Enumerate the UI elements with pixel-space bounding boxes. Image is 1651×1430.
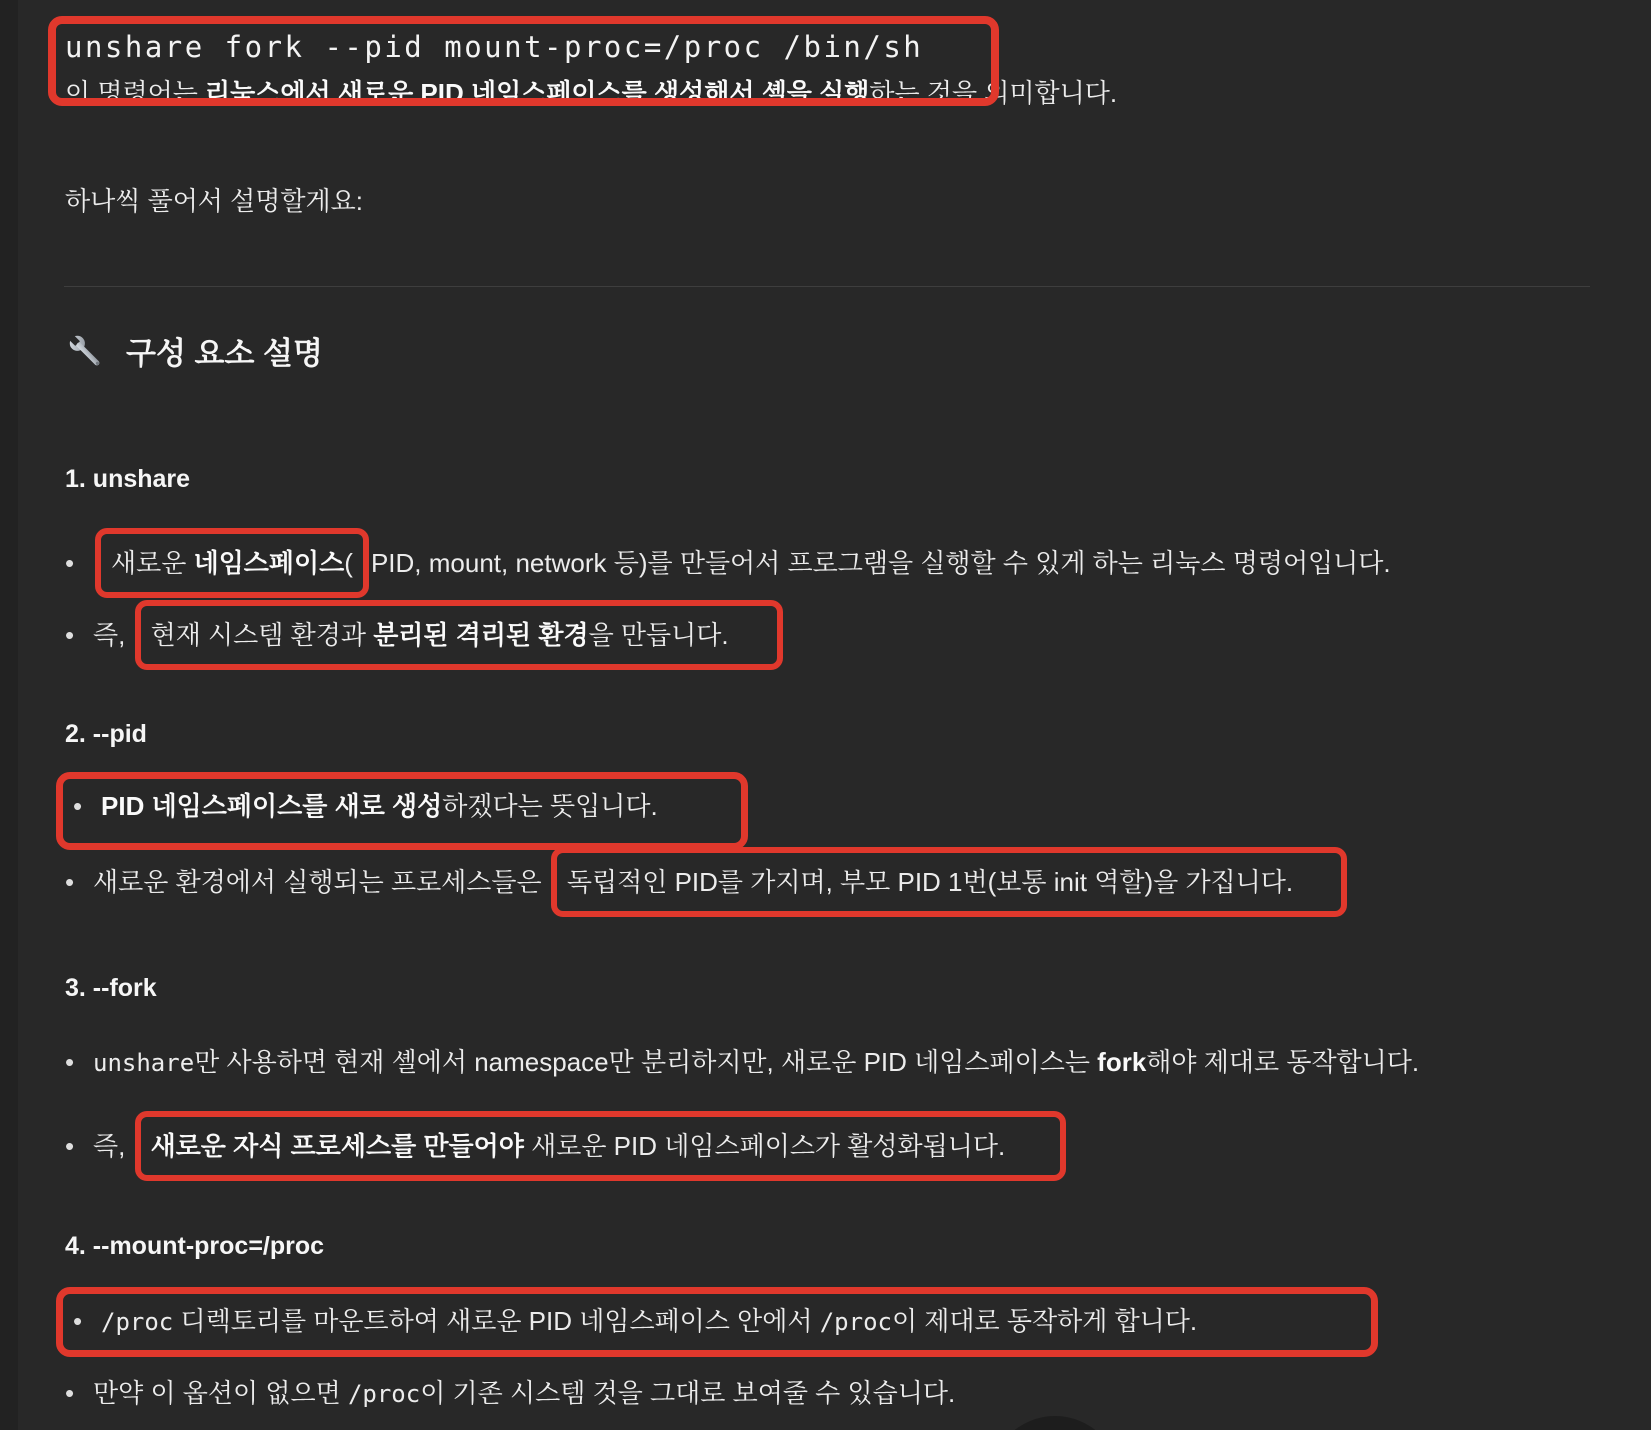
- bullet-marker: •: [65, 1131, 75, 1161]
- command-code: unshare fork --pid mount-proc=/proc /bin/sh: [65, 30, 924, 64]
- bullet-text: PID, mount, network 등)를 만들어서 프로그램을 실행할 수 있게 하는 리눅스 명령어입니다.: [370, 548, 1391, 578]
- bullet-text: 해야 제대로 동작합니다.: [1146, 1047, 1420, 1077]
- bullet-text: 새로운 환경에서 실행되는 프로세스들은: [93, 867, 549, 897]
- item-title-mount-proc: 4. --mount-proc=/proc: [65, 1232, 325, 1260]
- bullet-text: 현재 시스템 환경과: [150, 620, 374, 650]
- bullet-text: (: [344, 548, 353, 578]
- lead-in-paragraph: 하나씩 풀어서 설명할게요:: [65, 186, 363, 216]
- bullet-text-bold: PID 네임스페이스를 새로 생성: [101, 791, 443, 821]
- bullet-text: 만약 이 옵션이 없으면: [93, 1378, 348, 1408]
- bullet-text: 만 사용하면 현재 셸에서 namespace만 분리하지만, 새로운 PID 네임스페이스는: [194, 1047, 1098, 1077]
- bullet-child-process: [65, 1131, 1068, 1162]
- annotation-box-pid-create: [56, 772, 748, 850]
- bullet-marker: •: [65, 1378, 75, 1408]
- bullet-text: 을 만듭니다.: [588, 620, 729, 650]
- annotation-box-command: [48, 16, 999, 106]
- annotation-box-child-process: [135, 1111, 1067, 1181]
- annotation-box-isolated-env: [135, 600, 783, 670]
- annotation-box-namespace: [95, 528, 369, 598]
- intro-bold: 리눅스에서 새로운 PID 네임스페이스를 생성해서 셸을 실행: [205, 78, 870, 108]
- bullet-text: 이 제대로 동작하게 합니다.: [891, 1306, 1198, 1336]
- section-heading-text: 구성 요소 설명: [126, 335, 323, 371]
- bullet-text-bold: fork: [1097, 1047, 1147, 1077]
- bullet-proc-without-option: [65, 1378, 955, 1410]
- inline-code-proc: /proc: [819, 1308, 892, 1336]
- bullet-text: 새로운 PID 네임스페이스가 활성화됩니다.: [523, 1131, 1006, 1161]
- section-heading: [64, 330, 323, 376]
- bullet-unshare-fork: [65, 1047, 1419, 1079]
- bullet-marker: •: [65, 1047, 75, 1077]
- bullet-text: 이 기존 시스템 것을 그대로 보여줄 수 있습니다.: [420, 1378, 956, 1408]
- item-title-fork: 3. --fork: [65, 974, 157, 1002]
- bullet-independent-pid: [65, 867, 1349, 898]
- bullet-text-bold: 네임스페이스: [193, 548, 345, 578]
- bullet-text-bold: 분리된 격리된 환경: [373, 620, 589, 650]
- bullet-text: 하겠다는 뜻입니다.: [442, 791, 658, 821]
- inline-code-proc: /proc: [347, 1380, 421, 1408]
- inline-code-proc: /proc: [101, 1308, 174, 1336]
- section-divider: [64, 286, 1590, 287]
- bullet-isolated-env: [65, 620, 785, 651]
- item-title-pid: 2. --pid: [65, 720, 147, 748]
- bullet-text: 즉,: [93, 1131, 133, 1161]
- bullet-marker: •: [65, 620, 75, 650]
- left-edge-strip: [0, 0, 18, 1430]
- bullet-text: 독립적인 PID를 가지며, 부모 PID 1번(보통 init 역할)을 가집니다.: [566, 867, 1294, 897]
- intro-post: 하는 것을 의미합니다.: [869, 78, 1118, 108]
- inline-code-unshare: unshare: [93, 1049, 195, 1077]
- bullet-text: 새로운: [111, 548, 194, 578]
- bullet-marker: •: [65, 548, 75, 578]
- bullet-marker: •: [73, 791, 83, 821]
- bullet-marker: •: [73, 1306, 83, 1336]
- bullet-text-bold: 새로운 자식 프로세스를 만들어야: [150, 1131, 524, 1161]
- bullet-marker: •: [65, 867, 75, 897]
- annotation-box-proc-mount: [56, 1287, 1378, 1357]
- bottom-avatar-circle: [990, 1416, 1120, 1430]
- wrench-icon: [64, 330, 110, 376]
- item-title-unshare: 1. unshare: [65, 465, 191, 493]
- bullet-namespace: [65, 548, 1391, 579]
- bullet-text: 즉,: [93, 620, 133, 650]
- intro-pre: 이 명령어는: [65, 78, 206, 108]
- bullet-text: 디렉토리를 마운트하여 새로운 PID 네임스페이스 안에서: [173, 1306, 820, 1336]
- annotation-box-independent-pid: [551, 847, 1347, 917]
